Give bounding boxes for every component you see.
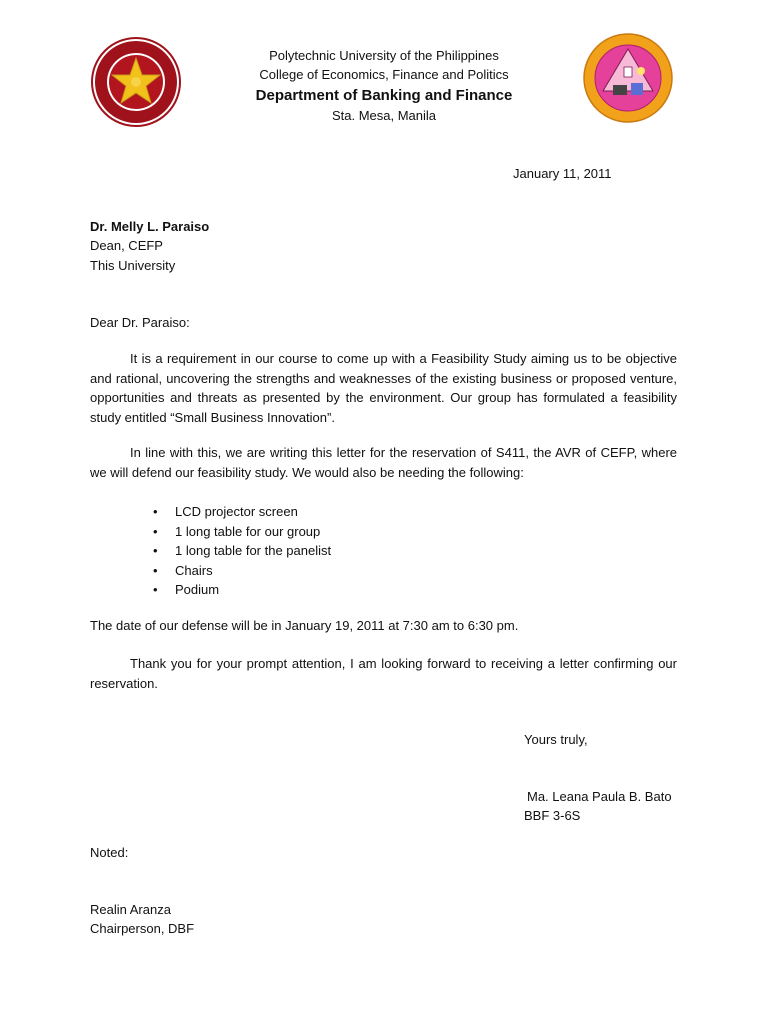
list-item-text: 1 long table for our group bbox=[175, 523, 321, 539]
address: Sta. Mesa, Manila bbox=[331, 108, 437, 123]
bullet-icon: • bbox=[153, 582, 158, 597]
noted-label: Noted: bbox=[90, 845, 129, 860]
university-name: Polytechnic University of the Philippines bbox=[269, 48, 499, 63]
sender-section: BBF 3-6S bbox=[524, 808, 581, 823]
list-item bbox=[128, 580, 331, 600]
pup-seal-logo bbox=[90, 36, 182, 128]
bullet-icon: • bbox=[153, 543, 158, 558]
list-item-text: 1 long table for the panelist bbox=[175, 543, 332, 558]
paragraph-1 bbox=[90, 349, 677, 427]
list-item bbox=[128, 541, 331, 561]
list-item bbox=[128, 561, 331, 581]
recipient-org: This University bbox=[90, 258, 176, 273]
bullet-icon: • bbox=[153, 562, 158, 578]
list-item bbox=[128, 502, 331, 522]
noted-title: Chairperson, DBF bbox=[90, 921, 195, 936]
paragraph-1-text: It is a requirement in our course to come up with a Feasibility Study aiming us to be objective and rational, uncovering the strengths and weaknesses of the existing business or proposed venture, opportunities and threats as presented by the environment. Our group has formulated a feasibility study entitled “Small Business Innovation”. bbox=[90, 351, 677, 425]
list-item-text: LCD projector screen bbox=[175, 504, 298, 519]
recipient-title: Dean, CEFP bbox=[90, 238, 163, 253]
list-item bbox=[128, 522, 331, 542]
salutation: Dear Dr. Paraiso: bbox=[90, 315, 190, 330]
department-name: Department of Banking and Finance bbox=[255, 87, 513, 104]
computer-icon bbox=[613, 85, 627, 95]
paragraph-2-text: In line with this, we are writing this letter for the reservation of S411, the AVR of CEFP, where we will defend our feasibility study. We would also be needing the following: bbox=[90, 445, 677, 480]
bullet-icon: • bbox=[153, 504, 158, 519]
list-item-text: Podium bbox=[175, 582, 220, 597]
paragraph-3-text: Thank you for your prompt attention, I am looking forward to receiving a letter confirming our reservation. bbox=[90, 656, 677, 691]
closing: Yours truly, bbox=[524, 732, 588, 747]
bullet-icon: • bbox=[153, 523, 158, 539]
noted-name: Realin Aranza bbox=[90, 902, 171, 917]
sender-name: Ma. Leana Paula B. Bato bbox=[527, 789, 672, 804]
paragraph-3 bbox=[90, 654, 677, 693]
book-icon bbox=[631, 83, 643, 95]
paragraph-2 bbox=[90, 443, 677, 482]
list-item-text: Chairs bbox=[175, 562, 213, 578]
defense-date: The date of our defense will be in January 19, 2011 at 7:30 am to 6:30 pm. bbox=[90, 618, 519, 633]
letter-date: January 11, 2011 bbox=[513, 166, 612, 181]
recipient-name: Dr. Melly L. Paraiso bbox=[90, 219, 210, 234]
cefp-seal-logo bbox=[583, 33, 673, 123]
needs-list bbox=[128, 502, 331, 600]
college-name: College of Economics, Finance and Politics bbox=[259, 67, 509, 82]
